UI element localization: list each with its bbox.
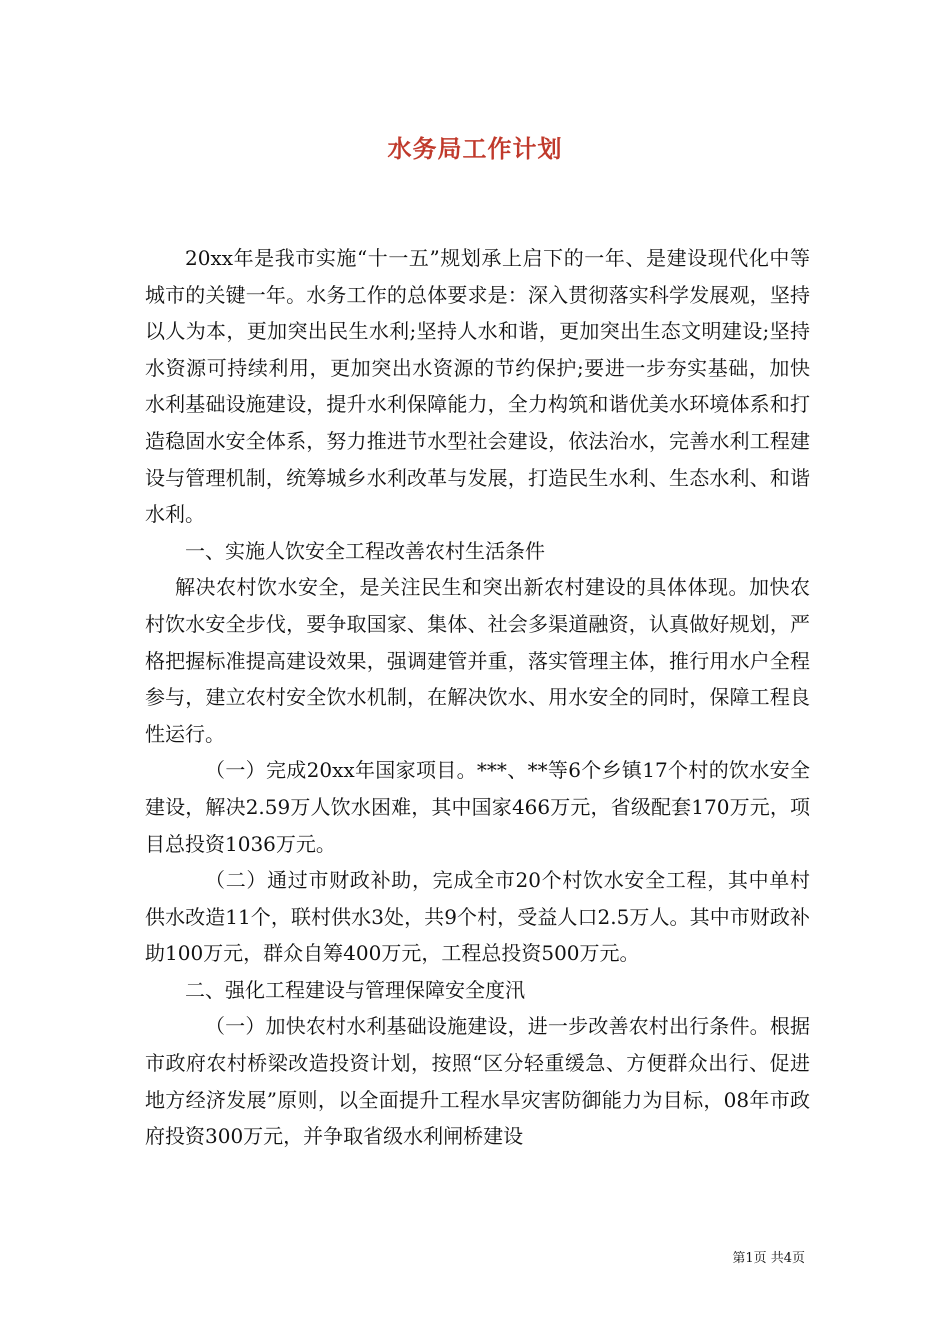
intro-paragraph: 20xx年是我市实施“十一五”规划承上启下的一年、是建设现代化中等城市的关键一年。水务工作的总体要求是：深入贯彻落实科学发展观，坚持以人为本，更加突出民生水利;坚持人水和谐，更加突出生态文明建设;坚持水资源可持续利用，更加突出水资源的节约保护;要进一步夯实基础，加快水利基础设施建设，提升水利保障能力，全力构筑和谐优美水环境体系和打造稳固水安全体系，努力推进节水型社会建设，依法治水，完善水利工程建设与管理机制，统筹城乡水利改革与发展，打造民生水利、生态水利、和谐水利。 <box>145 246 810 527</box>
section-1-item-2: （二）通过市财政补助，完成全市20个村饮水安全工程，其中单村供水改造11个，联村供水3处，共9个村，受益人口2.5万人。其中市财政补助100万元，群众自筹400万元，工程总投资500万元。 <box>145 868 810 966</box>
section-heading-1: 一、实施人饮安全工程改善农村生活条件 <box>185 538 545 563</box>
page-number: 第1页 共4页 <box>732 1251 805 1266</box>
section-1-paragraph: 解决农村饮水安全，是关注民生和突出新农村建设的具体体现。加快农村饮水安全步伐，要争取国家、集体、社会多渠道融资，认真做好规划，严格把握标准提高建设效果，强调建管并重，落实管理主体，推行用水户全程参与，建立农村安全饮水机制，在解决饮水、用水安全的同时，保障工程良性运行。 <box>145 575 810 746</box>
section-heading-2: 二、强化工程建设与管理保障安全度汛 <box>185 977 525 1002</box>
section-1-item-1: （一）完成20xx年国家项目。***、**等6个乡镇17个村的饮水安全建设，解决2.59万人饮水困难，其中国家466万元，省级配套170万元，项目总投资1036万元。 <box>145 758 810 856</box>
section-2-item-1: （一）加快农村水利基础设施建设，进一步改善农村出行条件。根据市政府农村桥梁改造投资计划，按照“区分轻重缓急、方便群众出行、促进地方经济发展”原则，以全面提升工程水旱灾害防御能力为目标，08年市政府投资300万元，并争取省级水利闸桥建设 <box>145 1014 810 1149</box>
document-body <box>145 240 810 1155</box>
document-title: 水务局工作计划 <box>387 134 563 163</box>
